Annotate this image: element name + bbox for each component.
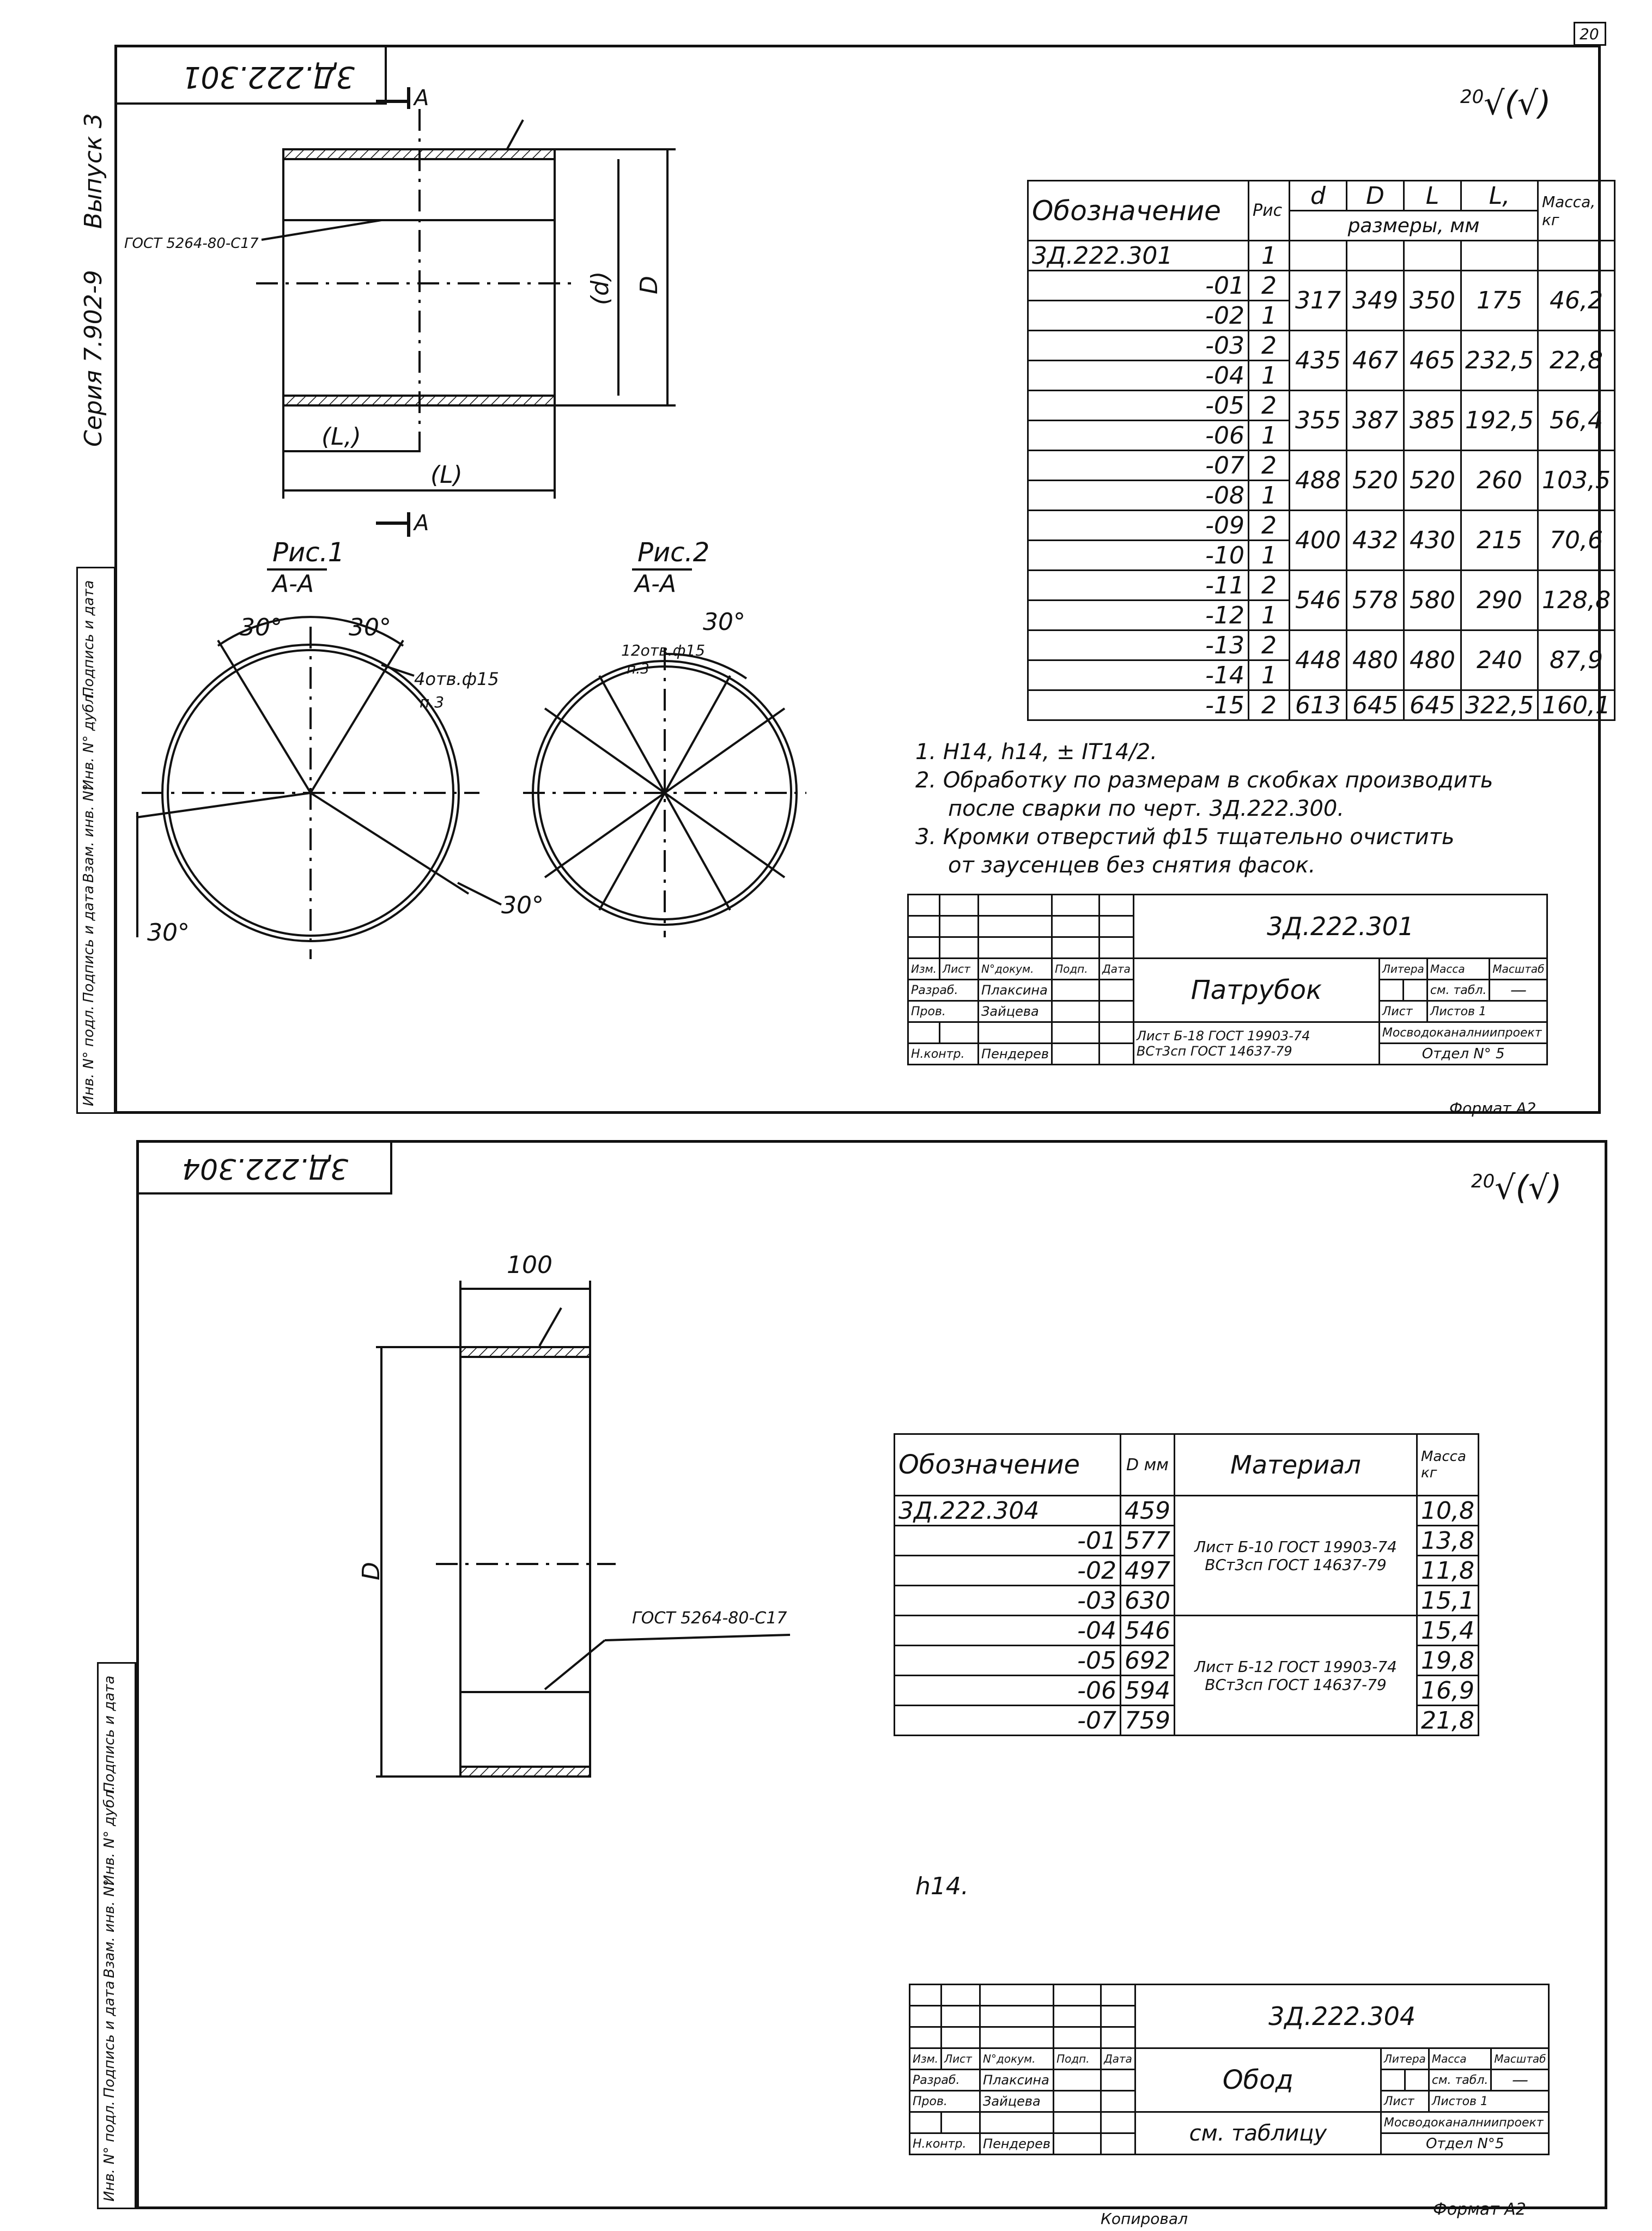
table-cell-material — [1174, 1496, 1417, 1616]
side-label-vzam-inv-1: Взам. инв. N° — [81, 784, 97, 883]
tb2-data: Дата — [1101, 2048, 1135, 2070]
page-number: 20 — [1580, 25, 1599, 43]
table-cell-d: 488 — [1290, 451, 1347, 511]
col2-D: D мм — [1121, 1434, 1175, 1496]
tb1-prov: Пров. — [908, 1001, 979, 1022]
table-cell-m: 46,2 — [1538, 271, 1614, 331]
table-cell-L1: 232,5 — [1461, 331, 1538, 391]
table-cell-L1: 240 — [1461, 630, 1538, 690]
table-cell-L: 520 — [1404, 451, 1461, 511]
table-cell-D: 546 — [1121, 1616, 1175, 1646]
dim-L: (L) — [430, 461, 463, 489]
tb1-sheet: Лист — [1379, 1001, 1427, 1022]
table-cell-D: 578 — [1347, 571, 1404, 630]
title-block-2 — [909, 1984, 1550, 2155]
table-cell-m: 56,4 — [1538, 391, 1614, 451]
table-cell-d: 613 — [1290, 690, 1347, 720]
table-cell-fig: 1 — [1249, 421, 1290, 451]
side-label-inv-dubl-2: Инв. N° дубл. — [101, 1785, 118, 1886]
table-cell-D: 594 — [1121, 1676, 1175, 1706]
tb2-litera: Литера — [1381, 2048, 1429, 2070]
tb1-dept: Отдел N° 5 — [1379, 1044, 1547, 1065]
table-cell-m: 128,8 — [1538, 571, 1614, 630]
tb1-sheets: Листов 1 — [1427, 1001, 1547, 1022]
table-cell-d: 400 — [1290, 511, 1347, 571]
table-cell-L: 350 — [1404, 271, 1461, 331]
table-cell-m: 15,4 — [1417, 1616, 1478, 1646]
col-designation: Обозначение — [1028, 181, 1249, 241]
table-cell-D: 759 — [1121, 1706, 1175, 1736]
tb2-razrab-name: Плаксина — [980, 2070, 1054, 2091]
tb2-dept: Отдел N°5 — [1381, 2133, 1549, 2155]
table-cell-des: -10 — [1028, 541, 1249, 571]
table-cell-des: -01 — [895, 1526, 1121, 1556]
tb1-data: Дата — [1100, 959, 1134, 980]
material-line: Лист Б-10 ГОСТ 19903-74 — [1194, 1537, 1397, 1556]
table-cell-L1: 290 — [1461, 571, 1538, 630]
spec-table-2 — [894, 1433, 1479, 1736]
table-cell-empty — [1290, 241, 1347, 271]
tb2-material-note: см. таблицу — [1135, 2112, 1381, 2155]
tb1-massa: Масса — [1427, 959, 1490, 980]
table-cell-m: 160,1 — [1538, 690, 1614, 720]
holes-12: 12отв.ф15 — [621, 641, 706, 659]
table-row — [1028, 451, 1615, 481]
table-cell-des: -02 — [895, 1556, 1121, 1586]
table-cell-L1: 192,5 — [1461, 391, 1538, 451]
note-line: 1. Н14, h14, ± IT14/2. — [915, 739, 1157, 765]
tb1-material-bottom: ВСт3сп ГОСТ 14637-79 — [1136, 1043, 1292, 1059]
tb1-massa-val: см. табл. — [1427, 980, 1490, 1001]
title-block-1 — [907, 894, 1548, 1065]
tb1-litera: Литера — [1379, 959, 1427, 980]
table-cell-L1: 322,5 — [1461, 690, 1538, 720]
table-cell-des: -11 — [1028, 571, 1249, 601]
table-cell-L: 385 — [1404, 391, 1461, 451]
note-line: 2. Обработку по размерам в скобках производить — [915, 768, 1493, 793]
table-cell-d: 448 — [1290, 630, 1347, 690]
roughness-value-1: 20 — [1460, 86, 1484, 108]
col-d: d — [1290, 181, 1347, 211]
material-line: ВСт3сп ГОСТ 14637-79 — [1205, 1555, 1387, 1574]
table-row — [1028, 690, 1615, 720]
table-row — [1028, 241, 1615, 271]
angle-30-e: 30° — [703, 608, 745, 636]
table-cell-empty — [1347, 241, 1404, 271]
tb1-name: Патрубок — [1133, 959, 1379, 1022]
side-label-vzam-inv-2: Взам. инв. N° — [101, 1879, 118, 1978]
roughness-check-1: √(√) — [1484, 84, 1551, 123]
spec-table-2-body — [895, 1496, 1479, 1736]
dim-D-2: D — [357, 1562, 385, 1580]
spec-table-1 — [1027, 180, 1615, 721]
dim-100: 100 — [507, 1251, 552, 1279]
table-cell-fig: 1 — [1249, 481, 1290, 511]
table-cell-empty — [1461, 241, 1538, 271]
table-cell-d: 435 — [1290, 331, 1347, 391]
spec-table-1-body — [1028, 241, 1615, 720]
table-cell-fig: 2 — [1249, 391, 1290, 421]
table-cell-m: 16,9 — [1417, 1676, 1478, 1706]
tb2-razrab: Разраб. — [910, 2070, 980, 2091]
h14-note: h14. — [915, 1872, 969, 1900]
table-cell-m: 103,5 — [1538, 451, 1614, 511]
fig2-section: А-А — [635, 570, 677, 598]
issue-label: Выпуск 3 — [80, 113, 107, 229]
side-label-inv-podl-2: Инв. N° подл. — [101, 2101, 118, 2202]
table-cell-des: -02 — [1028, 301, 1249, 331]
series-label: Серия 7.902-9 — [80, 270, 107, 447]
dim-L1: (L,) — [321, 423, 361, 451]
table-cell-D: 692 — [1121, 1646, 1175, 1676]
table-cell-D: 349 — [1347, 271, 1404, 331]
table-cell-des: -08 — [1028, 481, 1249, 511]
table-cell-des: -05 — [1028, 391, 1249, 421]
table-cell-D: 467 — [1347, 331, 1404, 391]
material-line: Лист Б-12 ГОСТ 19903-74 — [1194, 1657, 1397, 1676]
notes-1 — [915, 741, 1493, 876]
table-cell-des: -15 — [1028, 690, 1249, 720]
tb1-ndoc: N°докум. — [979, 959, 1052, 980]
fig1-label: Рис.1 — [272, 537, 345, 568]
table-cell-des: -12 — [1028, 601, 1249, 630]
tb2-sheet: Лист — [1381, 2091, 1429, 2112]
table-cell-L: 645 — [1404, 690, 1461, 720]
tb1-nkontr: Н.контр. — [908, 1044, 979, 1065]
table-row — [1028, 331, 1615, 361]
table-cell-des: -13 — [1028, 630, 1249, 660]
table-cell-L1: 260 — [1461, 451, 1538, 511]
table-cell-des: -04 — [1028, 361, 1249, 391]
tb2-prov: Пров. — [910, 2091, 980, 2112]
side-label-inv-dubl-1: Инв. N° дубл. — [81, 690, 97, 790]
table-cell-fig: 2 — [1249, 571, 1290, 601]
table-cell-D: 497 — [1121, 1556, 1175, 1586]
roughness-check-2: √(√) — [1495, 1169, 1562, 1207]
tb1-prov-name: Зайцева — [979, 1001, 1052, 1022]
table-cell-fig: 1 — [1249, 361, 1290, 391]
table-row — [1028, 271, 1615, 301]
col-L1: L, — [1461, 181, 1538, 211]
tb2-code: 3Д.222.304 — [1135, 1985, 1549, 2048]
table-cell-empty — [1404, 241, 1461, 271]
table-row — [1028, 391, 1615, 421]
format-1: Формат А2 — [1449, 1099, 1536, 1117]
table-cell-des: -14 — [1028, 660, 1249, 690]
note-line: 3. Кромки отверстий ф15 тщательно очистить — [915, 824, 1455, 850]
tb1-izm: Изм. — [908, 959, 940, 980]
table-cell-des: -04 — [895, 1616, 1121, 1646]
tb2-massa: Масса — [1429, 2048, 1491, 2070]
code-stamp-1: 3Д.222.301 — [182, 60, 355, 94]
tb2-izm: Изм. — [910, 2048, 942, 2070]
table-cell-fig: 2 — [1249, 271, 1290, 301]
table-cell-des: -06 — [895, 1676, 1121, 1706]
table-row — [1028, 571, 1615, 601]
tb1-nkontr-name: Пендерев — [979, 1044, 1052, 1065]
holes-12-p3: п.3 — [627, 661, 649, 677]
table-cell-D: 645 — [1347, 690, 1404, 720]
table-cell-des: -09 — [1028, 511, 1249, 541]
table-row — [895, 1496, 1479, 1526]
table-cell-L: 580 — [1404, 571, 1461, 630]
tb2-list: Лист — [942, 2048, 980, 2070]
gost-note-1: ГОСТ 5264-80-С17 — [124, 235, 259, 252]
tb1-material-top: Лист Б-18 ГОСТ 19903-74 — [1136, 1028, 1310, 1044]
table-cell-D: 387 — [1347, 391, 1404, 451]
table-cell-des: -01 — [1028, 271, 1249, 301]
table-cell-D: 520 — [1347, 451, 1404, 511]
table-cell-des: -05 — [895, 1646, 1121, 1676]
table-cell-L: 465 — [1404, 331, 1461, 391]
table-cell-L1: 175 — [1461, 271, 1538, 331]
side-label-podp-data-1: Подпись и дата — [81, 885, 97, 1003]
tb1-razrab-name: Плаксина — [979, 980, 1052, 1001]
table-cell-D: 432 — [1347, 511, 1404, 571]
holes-4-p3: п.3 — [420, 693, 445, 711]
table-cell-fig: 2 — [1249, 331, 1290, 361]
table-cell-fig: 2 — [1249, 630, 1290, 660]
tb2-ndoc: N°докум. — [980, 2048, 1054, 2070]
table-cell-fig: 2 — [1249, 451, 1290, 481]
table-cell-material — [1174, 1616, 1417, 1736]
table-cell-fig: 2 — [1249, 690, 1290, 720]
table-cell-L: 430 — [1404, 511, 1461, 571]
code-stamp-2: 3Д.222.304 — [182, 1152, 349, 1185]
fig1-section: А-А — [272, 570, 314, 598]
table-cell-m: 19,8 — [1417, 1646, 1478, 1676]
tb2-name: Обод — [1135, 2048, 1381, 2112]
table-cell-empty — [1538, 241, 1614, 271]
table-cell-des: -07 — [895, 1706, 1121, 1736]
side-label-inv-podl-1: Инв. N° подл. — [81, 1005, 97, 1106]
tb1-list: Лист — [940, 959, 979, 980]
col-L: L — [1404, 181, 1461, 211]
tb1-razrab: Разраб. — [908, 980, 979, 1001]
table-cell-fig: 2 — [1249, 511, 1290, 541]
table-cell-fig: 1 — [1249, 601, 1290, 630]
material-line: ВСт3сп ГОСТ 14637-79 — [1205, 1675, 1387, 1694]
col-sizes: размеры, мм — [1290, 211, 1538, 241]
table-cell-m: 13,8 — [1417, 1526, 1478, 1556]
table-cell-des: 3Д.222.304 — [895, 1496, 1121, 1526]
table-row — [895, 1616, 1479, 1646]
tb1-org: Мосводоканалниипроект — [1379, 1022, 1547, 1044]
tb2-podp: Подп. — [1054, 2048, 1101, 2070]
section-A-top: А — [414, 86, 429, 111]
tb2-prov-name: Зайцева — [980, 2091, 1054, 2112]
col2-material: Материал — [1174, 1434, 1417, 1496]
table-cell-d: 355 — [1290, 391, 1347, 451]
table-cell-des: -06 — [1028, 421, 1249, 451]
table-cell-m: 70,6 — [1538, 511, 1614, 571]
angle-30-a: 30° — [240, 614, 282, 641]
side-label-podp-data-1b: Подпись и дата — [81, 580, 97, 698]
table-cell-D: 577 — [1121, 1526, 1175, 1556]
gost-note-2: ГОСТ 5264-80-С17 — [632, 1609, 787, 1628]
table-cell-D: 630 — [1121, 1586, 1175, 1616]
table-row — [1028, 511, 1615, 541]
table-cell-fig: 1 — [1249, 301, 1290, 331]
col2-mass: Масса кг — [1417, 1434, 1478, 1496]
tb2-masshtab-val: — — [1491, 2070, 1549, 2091]
roughness-value-2: 20 — [1471, 1171, 1495, 1192]
tb1-podp: Подп. — [1052, 959, 1100, 980]
table-cell-m: 10,8 — [1417, 1496, 1478, 1526]
tb1-masshtab: Масштаб — [1490, 959, 1547, 980]
format-2: Формат А2 — [1433, 2200, 1526, 2219]
table-cell-fig: 1 — [1249, 541, 1290, 571]
dim-D: D — [635, 276, 663, 294]
col-mass: Масса, кг — [1538, 181, 1614, 241]
tb2-nkontr-name: Пендерев — [980, 2133, 1054, 2155]
tb2-masshtab: Масштаб — [1491, 2048, 1549, 2070]
table-row — [1028, 630, 1615, 660]
table-cell-d: 546 — [1290, 571, 1347, 630]
table-cell-fig: 1 — [1249, 241, 1290, 271]
note-line: после сварки по черт. 3Д.222.300. — [948, 796, 1345, 821]
tb2-org: Мосводоканалниипроект — [1381, 2112, 1549, 2133]
note-line: от заусенцев без снятия фасок. — [948, 853, 1316, 878]
table-cell-fig: 1 — [1249, 660, 1290, 690]
table-cell-m: 11,8 — [1417, 1556, 1478, 1586]
table-cell-m: 87,9 — [1538, 630, 1614, 690]
side-label-podp-data-2: Подпись и дата — [101, 1980, 118, 2098]
table-cell-d: 317 — [1290, 271, 1347, 331]
table-cell-L: 480 — [1404, 630, 1461, 690]
table-cell-D: 480 — [1347, 630, 1404, 690]
table-cell-D: 459 — [1121, 1496, 1175, 1526]
col-D: D — [1347, 181, 1404, 211]
table-cell-L1: 215 — [1461, 511, 1538, 571]
table-cell-des: -03 — [895, 1586, 1121, 1616]
holes-4: 4отв.ф15 — [414, 669, 499, 689]
dim-d: (d) — [586, 271, 614, 305]
table-cell-des: 3Д.222.301 — [1028, 241, 1249, 271]
tb1-code: 3Д.222.301 — [1133, 895, 1547, 959]
tb1-masshtab-val: — — [1490, 980, 1547, 1001]
table-cell-des: -07 — [1028, 451, 1249, 481]
table-cell-m: 21,8 — [1417, 1706, 1478, 1736]
tb2-nkontr: Н.контр. — [910, 2133, 980, 2155]
copied-label: Копировал — [1101, 2210, 1188, 2228]
angle-30-d: 30° — [501, 892, 544, 919]
table-cell-m: 22,8 — [1538, 331, 1614, 391]
col-fig: Рис — [1249, 181, 1290, 241]
table-cell-des: -03 — [1028, 331, 1249, 361]
section-A-bottom: А — [414, 511, 429, 536]
table-cell-m: 15,1 — [1417, 1586, 1478, 1616]
angle-30-b: 30° — [349, 614, 391, 641]
fig2-label: Рис.2 — [637, 537, 710, 568]
col2-designation: Обозначение — [895, 1434, 1121, 1496]
tb2-sheets: Листов 1 — [1429, 2091, 1549, 2112]
tb2-massa-val: см. табл. — [1429, 2070, 1491, 2091]
side-label-podp-data-2b: Подпись и дата — [101, 1675, 118, 1793]
angle-30-c: 30° — [147, 919, 190, 947]
